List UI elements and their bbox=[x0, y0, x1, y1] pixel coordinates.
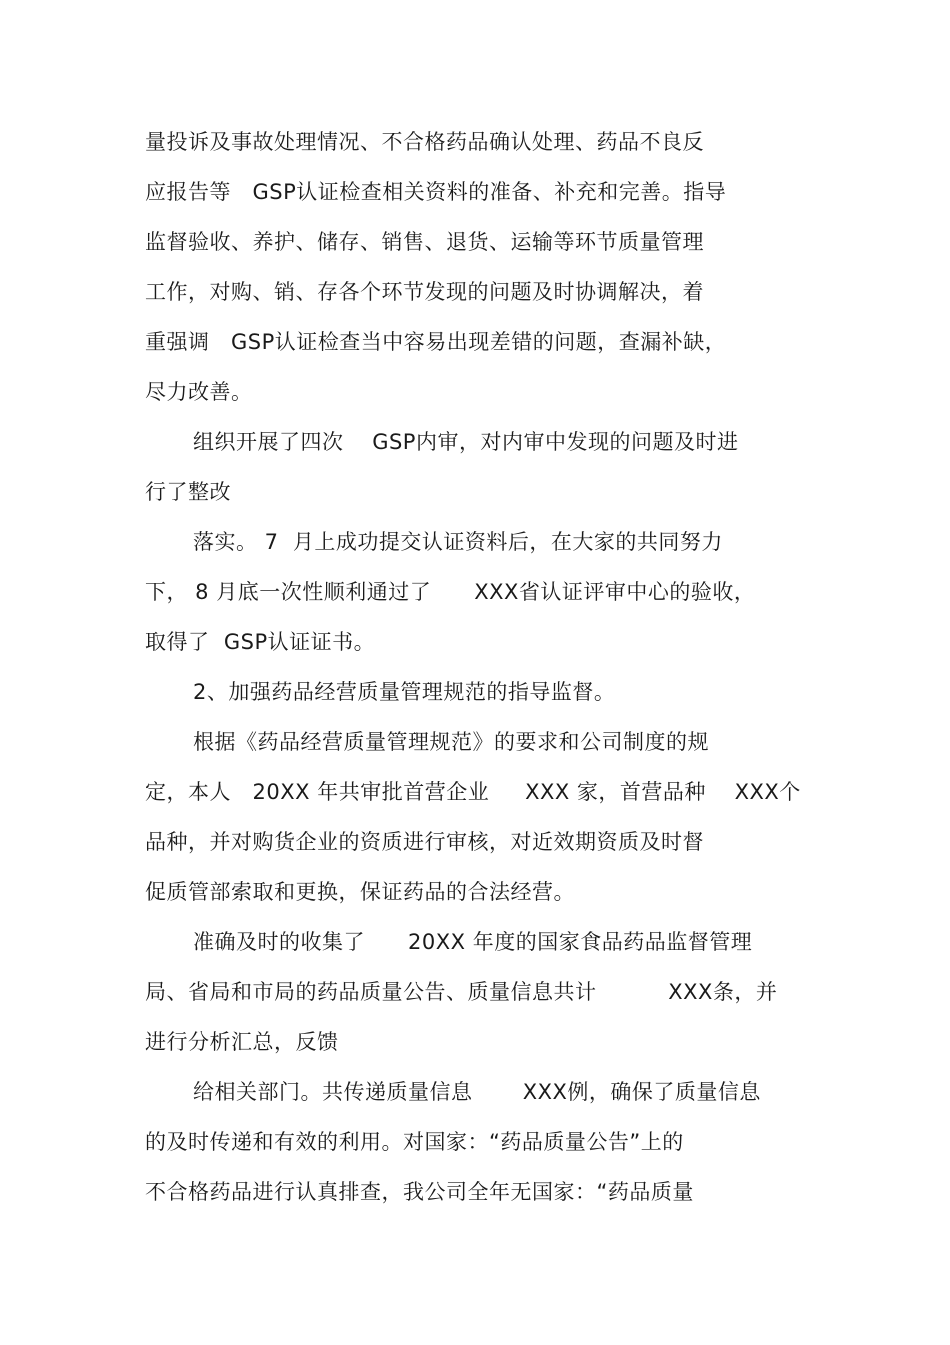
text-line: 促质管部索取和更换，保证药品的合法经营。 bbox=[145, 880, 575, 904]
text-line: 的及时传递和有效的利用。对国家：“药品质量公告”上的 bbox=[145, 1130, 684, 1154]
text-line: 行了整改 bbox=[145, 480, 231, 504]
text-line: 下， 8 月底一次性顺利通过了 XXX省认证评审中心的验收， bbox=[145, 580, 756, 604]
text-line: 尽力改善。 bbox=[145, 380, 253, 404]
section-heading: 2、加强药品经营质量管理规范的指导监督。 bbox=[193, 680, 616, 704]
paragraph-start-line: 组织开展了四次 GSP内审，对内审中发现的问题及时进 bbox=[193, 430, 739, 454]
paragraph-start-line: 准确及时的收集了 20XX 年度的国家食品药品监督管理 bbox=[193, 930, 753, 954]
text-line: 量投诉及事故处理情况、不合格药品确认处理、药品不良反 bbox=[145, 130, 704, 154]
text-line: 重强调 GSP认证检查当中容易出现差错的问题，查漏补缺， bbox=[145, 330, 727, 354]
text-line: 监督验收、养护、储存、销售、退货、运输等环节质量管理 bbox=[145, 230, 704, 254]
text-line: 取得了 GSP认证证书。 bbox=[145, 630, 376, 654]
text-line: 品种，并对购货企业的资质进行审核，对近效期资质及时督 bbox=[145, 830, 704, 854]
text-line: 工作，对购、销、存各个环节发现的问题及时协调解决，着 bbox=[145, 280, 704, 304]
text-line: 局、省局和市局的药品质量公告、质量信息共计 XXX条，并 bbox=[145, 980, 778, 1004]
paragraph-start-line: 落实。 7 月上成功提交认证资料后，在大家的共同努力 bbox=[193, 530, 723, 554]
paragraph-start-line: 给相关部门。共传递质量信息 XXX例，确保了质量信息 bbox=[193, 1080, 761, 1104]
text-line: 进行分析汇总，反馈 bbox=[145, 1030, 339, 1054]
text-line: 定，本人 20XX 年共审批首营企业 XXX 家，首营品种 XXX个 bbox=[145, 780, 801, 804]
paragraph-start-line: 根据《药品经营质量管理规范》的要求和公司制度的规 bbox=[193, 730, 709, 754]
text-line: 不合格药品进行认真排查，我公司全年无国家：“药品质量 bbox=[145, 1180, 694, 1204]
text-line: 应报告等 GSP认证检查相关资料的准备、补充和完善。指导 bbox=[145, 180, 727, 204]
